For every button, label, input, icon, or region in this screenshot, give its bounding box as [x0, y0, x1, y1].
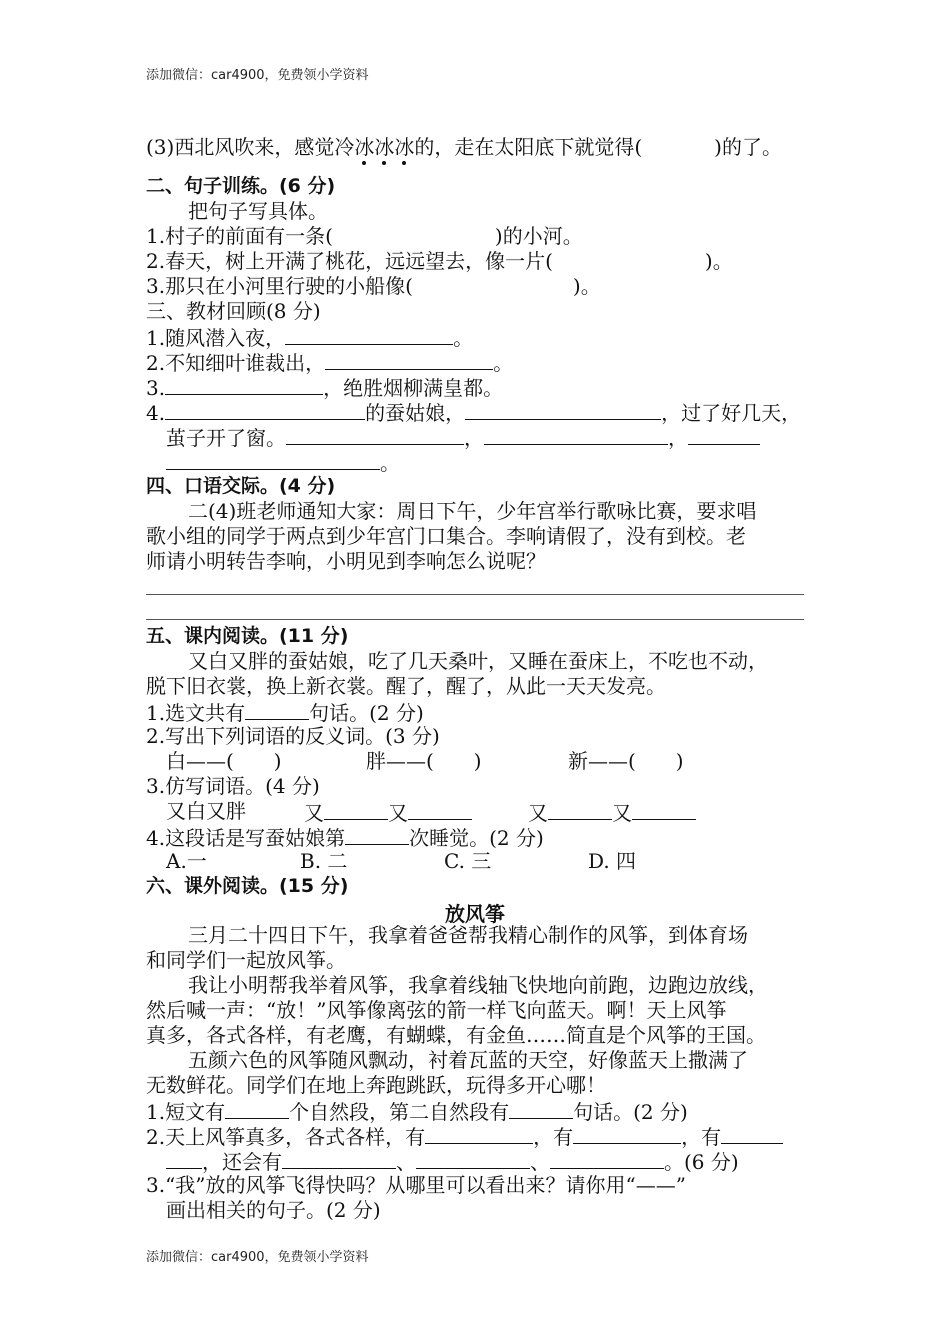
- s2-instruction: 把句子写具体。: [188, 199, 328, 223]
- section-4-title: 四、口语交际。(4 分): [146, 475, 336, 497]
- story-line-3: 我让小明帮我举着风筝，我拿着线轴飞快地向前跑，边跑边放线，: [188, 973, 768, 997]
- blank-line[interactable]: [408, 799, 472, 820]
- s3-item-3: 3. ，绝胜烟柳满皇都。: [146, 376, 504, 400]
- blank-line[interactable]: [325, 349, 493, 370]
- blank-line[interactable]: [225, 1098, 289, 1119]
- option-a[interactable]: A.一: [166, 849, 207, 873]
- blank-line[interactable]: [165, 374, 323, 395]
- s5-q3: 3.仿写词语。(4 分): [146, 774, 320, 798]
- s2-item-2: 2.春天，树上开满了桃花，远远望去，像一片( )。: [146, 249, 733, 273]
- s3-item-4-cont: 茧子开了窗。 ， ，: [166, 424, 760, 450]
- blank-line[interactable]: [285, 324, 453, 345]
- blank-line[interactable]: [324, 799, 388, 820]
- blank-line[interactable]: [286, 424, 464, 445]
- s4-paragraph-line-1: 二(4)班老师通知大家：周日下午，少年宫举行歌咏比赛，要求唱: [188, 499, 757, 523]
- s2-item-1: 1.村子的前面有一条( )的小河。: [146, 224, 583, 248]
- blank-line[interactable]: [465, 399, 661, 420]
- blank-line[interactable]: [632, 799, 696, 820]
- antonym-3: 新——( ): [568, 749, 684, 773]
- blank-line[interactable]: [550, 1148, 664, 1169]
- section-2-title: 二、句子训练。(6 分): [146, 175, 336, 197]
- s3-item-4: 4. 的蚕姑娘， ，过了好几天，: [146, 401, 802, 425]
- blank-line[interactable]: [245, 699, 309, 720]
- s6-q2-cont: ，还会有 、 、 。(6 分): [166, 1148, 739, 1174]
- story-line-1: 三月二十四日下午，我拿着爸爸帮我精心制作的风筝，到体育场: [188, 923, 748, 947]
- blank-line[interactable]: [573, 1123, 681, 1144]
- s4-paragraph-line-2: 歌小组的同学于两点到少年宫门口集合。李响请假了，没有到校。老: [146, 524, 746, 548]
- page-header: 添加微信：car4900，免费领小学资料: [146, 68, 369, 83]
- section-3-title: 三、教材回顾(8 分): [146, 299, 321, 323]
- story-title: 放风筝: [445, 902, 505, 926]
- section-5-title: 五、课内阅读。(11 分): [146, 625, 349, 647]
- q1-3-line: (3)西北风吹来，感觉冷冰冰冰的，走在太阳底下就觉得( )的了。: [146, 135, 782, 159]
- story-line-6: 五颜六色的风筝随风飘动，衬着瓦蓝的天空，好像蓝天上撒满了: [188, 1048, 748, 1072]
- s6-q2: 2.天上风筝真多，各式各样，有 ，有 ，有: [146, 1123, 783, 1149]
- s3-item-4-end: 。: [166, 449, 400, 475]
- blank-line[interactable]: [548, 799, 612, 820]
- s4-paragraph-line-3: 师请小明转告李响，小明见到李响怎么说呢？: [146, 549, 546, 573]
- option-b[interactable]: B. 二: [300, 849, 348, 873]
- option-d[interactable]: D. 四: [588, 849, 637, 873]
- story-line-5: 真多，各式各样，有老鹰，有蝴蝶，有金鱼……简直是个风筝的王国。: [146, 1023, 766, 1047]
- answer-line[interactable]: [146, 619, 804, 620]
- imitation-blank-2: 又 又: [528, 799, 696, 825]
- s3-item-2: 2.不知细叶谁裁出， 。: [146, 351, 514, 375]
- blank-line[interactable]: [282, 1148, 396, 1169]
- page-footer: 添加微信：car4900，免费领小学资料: [146, 1250, 369, 1265]
- blank-line[interactable]: [425, 1123, 533, 1144]
- blank-line[interactable]: [165, 399, 365, 420]
- s3-item-1: 1.随风潜入夜， 。: [146, 326, 474, 350]
- blank-line[interactable]: [166, 1148, 202, 1169]
- s5-q4: 4.这段话是写蚕姑娘第 次睡觉。(2 分): [146, 826, 544, 850]
- antonym-2: 胖——( ): [366, 749, 482, 773]
- s5-passage-line-1: 又白又胖的蚕姑娘，吃了几天桑叶，又睡在蚕床上，不吃也不动，: [188, 649, 768, 673]
- option-c[interactable]: C. 三: [444, 849, 492, 873]
- story-line-2: 和同学们一起放风筝。: [146, 948, 346, 972]
- s5-q2: 2.写出下列词语的反义词。(3 分): [146, 724, 440, 748]
- antonym-1: 白——( ): [166, 749, 282, 773]
- s6-q3: 3.“我”放的风筝飞得快吗？从哪里可以看出来？请你用“——”: [146, 1173, 686, 1197]
- example-word: 又白又胖: [166, 799, 246, 823]
- blank-line[interactable]: [721, 1123, 783, 1144]
- s5-q1: 1.选文共有 句话。(2 分): [146, 701, 424, 725]
- s6-q3-cont: 画出相关的句子。(2 分): [166, 1198, 381, 1222]
- blank-line[interactable]: [416, 1148, 530, 1169]
- s6-q1: 1.短文有 个自然段，第二自然段有 句话。(2 分): [146, 1100, 688, 1124]
- blank-line[interactable]: [166, 449, 380, 470]
- blank-line[interactable]: [509, 1098, 573, 1119]
- blank-line[interactable]: [345, 824, 409, 845]
- story-line-4: 然后喊一声：“放！”风筝像离弦的箭一样飞向蓝天。啊！天上风筝: [146, 998, 727, 1022]
- blank-line[interactable]: [484, 424, 668, 445]
- s2-item-3: 3.那只在小河里行驶的小船像( )。: [146, 274, 601, 298]
- answer-line[interactable]: [146, 594, 804, 595]
- s5-passage-line-2: 脱下旧衣裳，换上新衣裳。醒了，醒了，从此一天天发亮。: [146, 674, 666, 698]
- section-6-title: 六、课外阅读。(15 分): [146, 875, 349, 897]
- imitation-blank-1: 又 又: [304, 799, 472, 825]
- story-line-7: 无数鲜花。同学们在地上奔跑跳跃，玩得多开心哪！: [146, 1073, 606, 1097]
- blank-line[interactable]: [688, 424, 760, 445]
